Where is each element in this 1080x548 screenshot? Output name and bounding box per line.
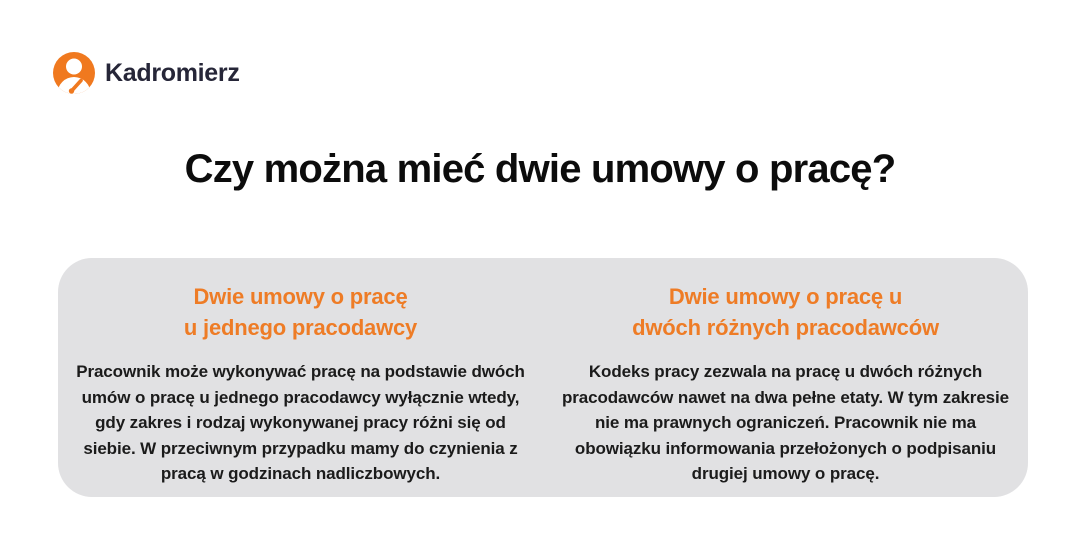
column-one-employer [58,258,543,497]
page-title: Czy można mieć dwie umowy o pracę? [184,147,896,191]
column-heading-line: dwóch różnych pracodawców [632,315,939,340]
column-one-employer-heading [76,281,525,343]
column-one-employer-body: Pracownik może wykonywać pracę na podstawie dwóch umów o pracę u jednego pracodawcy wyłącznie wtedy, gdy zakres i rodzaj wykonywanej pracy różni się od siebie. W przeciwnym przypadku mamy do czynienia z pracą w godzinach nadliczbowych. [76,362,525,483]
column-heading-line: Dwie umowy o pracę u [668,284,903,309]
person-gauge-icon [52,51,96,95]
column-two-employers [543,258,1028,497]
brand-logo [52,51,240,95]
column-two-employers-heading [561,281,1010,343]
column-heading-line: Dwie umowy o pracę [193,284,408,309]
brand-name: Kadromierz [105,58,240,87]
info-panel [58,258,1028,497]
column-two-employers-body: Kodeks pracy zezwala na pracę u dwóch różnych pracodawców nawet na dwa pełne etaty. W tym zakresie nie ma prawnych ograniczeń. Pracownik nie ma obowiązku informowania przełożonych o podpisaniu drugiej umowy o pracę. [561,362,1010,483]
column-heading-line: u jednego pracodawcy [183,315,418,340]
